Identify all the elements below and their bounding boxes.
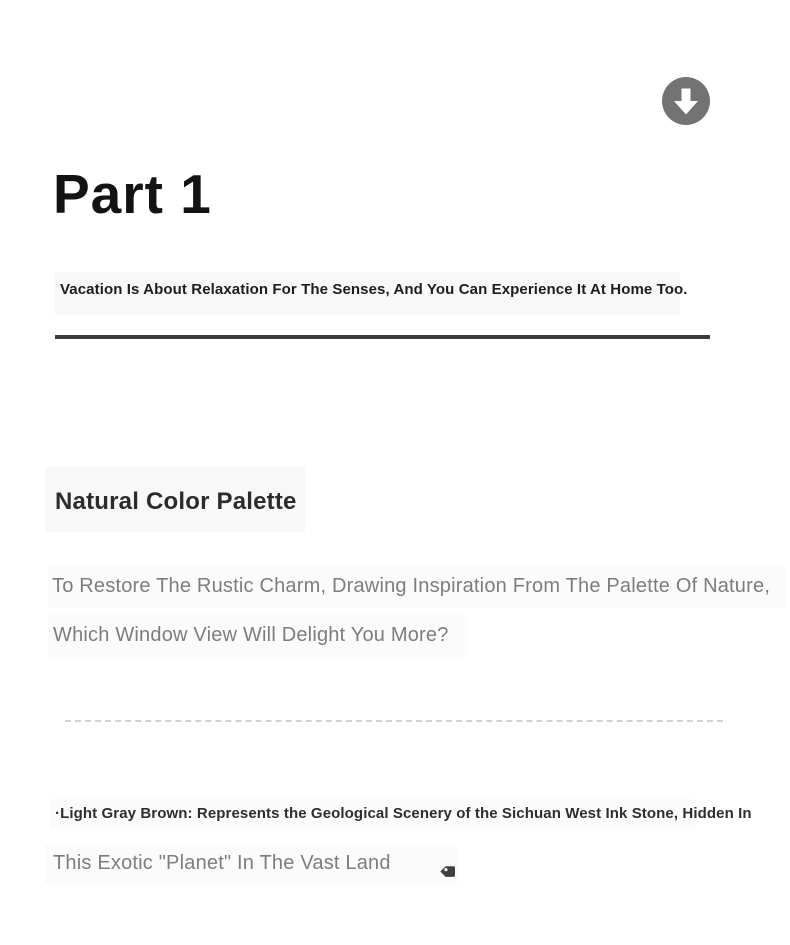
dashed-divider (65, 720, 723, 722)
down-arrow-circle-icon (662, 77, 710, 125)
intro-line-1: To Restore The Rustic Charm, Drawing Inspiration From The Palette Of Nature, (52, 575, 771, 597)
section-divider (55, 335, 710, 339)
section-heading: Natural Color Palette (55, 488, 297, 515)
download-button[interactable] (662, 77, 710, 125)
subtitle: Vacation Is About Relaxation For The Senses, And You Can Experience It At Home Too. (60, 281, 688, 298)
bullet-bold-text: ·Light Gray Brown: Represents the Geological Scenery of the Sichuan West Ink Stone, Hidden In (55, 805, 752, 822)
tag-icon[interactable] (440, 865, 455, 878)
part-title: Part 1 (53, 163, 212, 225)
intro-line-2: Which Window View Will Delight You More? (53, 624, 449, 646)
bullet-continuation-text: This Exotic "Planet" In The Vast Land (53, 852, 391, 874)
